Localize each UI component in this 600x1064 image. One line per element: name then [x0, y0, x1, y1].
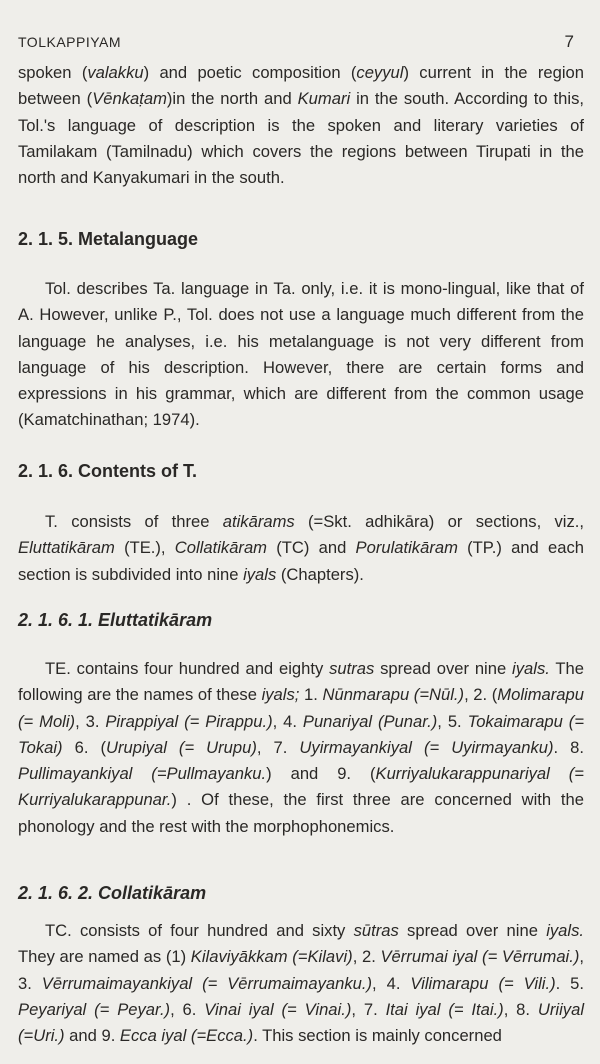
italic-term: Uyirmayankiyal (= Uyirmayanku) [299, 737, 554, 757]
paragraph-contents [18, 509, 584, 588]
text-run: T. consists of three [45, 512, 223, 531]
text-run: , 3. [75, 711, 106, 731]
text-run: 1. [299, 685, 323, 705]
italic-term: atikārams [222, 512, 295, 531]
running-title: TOLKAPPIYAM [18, 34, 122, 50]
text-run: (TC) and [267, 538, 356, 558]
italic-term: Itai iyal (= Itai.) [385, 999, 504, 1019]
text-run: spread over nine [374, 659, 513, 678]
text-run: , 3. [18, 947, 585, 993]
italic-term: Molimarapu (= Moli) [18, 685, 584, 731]
paragraph-eluttatikaram [18, 656, 584, 840]
text-run: )in the north and [166, 89, 298, 109]
italic-term: iyals [243, 564, 277, 584]
text-run: ) and 9. ( [266, 764, 376, 784]
text-run: TC. consists of four hundred and sixty [45, 921, 354, 940]
text-run: , 8. [503, 999, 538, 1019]
italic-term: Eluttatikāram [18, 538, 115, 558]
text-run: , 7. [256, 737, 300, 757]
text-run: ) . Of these, the first three are concerned with the phonology and the rest with the morphophonemics. [18, 790, 584, 836]
text-run: , 2. [352, 947, 381, 967]
text-run: , 7. [351, 999, 386, 1019]
text-run: (=Skt. adhikāra) or sections, viz., [294, 512, 584, 531]
italic-term: sutras [329, 659, 375, 678]
italic-term: Pirappiyal (= Pirappu.) [105, 711, 273, 731]
text-run: ) current in the region between ( [18, 63, 584, 109]
text-run: They are named as (1) [18, 947, 191, 967]
italic-term: Ecca iyal (=Ecca.) [119, 1026, 254, 1046]
text-run: (Chapters). [276, 564, 364, 584]
text-run: , 2. ( [464, 685, 498, 705]
text-run: , 4. [272, 711, 303, 731]
italic-term: Collatikāram [174, 538, 267, 558]
italic-term: Nūnmarapu (=Nūl.) [322, 685, 465, 705]
italic-term: Punariyal (Punar.) [302, 711, 438, 731]
text-run: and 9. [64, 1026, 120, 1046]
text-run: ) and poetic composition ( [143, 63, 357, 82]
italic-term: Urupiyal (= Urupu) [106, 737, 257, 757]
text-run: , 5. [437, 711, 468, 731]
text-run: , 4. [372, 973, 411, 993]
italic-term: sūtras [353, 921, 399, 940]
italic-term: Peyariyal (= Peyar.) [18, 999, 171, 1019]
section-heading-collatikaram: 2. 1. 6. 2. Collatikāram [18, 883, 207, 903]
text-run: . This section is mainly concerned [253, 1026, 502, 1046]
italic-term: Vērrumaimayankiyal (= Vērrumaimayanku.) [41, 973, 373, 993]
italic-term: Kurriyalukarappunariyal (= Kurriyalukarappunar. [18, 764, 584, 810]
text-run: . 5. [555, 973, 584, 993]
italic-term: Vēnkaṭam [92, 89, 167, 109]
section-heading-metalanguage: 2. 1. 5. Metalanguage [18, 229, 199, 249]
text-run: (TP.) and each section is subdivided into nine [18, 538, 584, 584]
italic-term: valakku [87, 63, 144, 82]
section-heading-contents: 2. 1. 6. Contents of T. [18, 461, 198, 481]
text-run: . 8. [553, 737, 585, 757]
paragraph-collatikaram [18, 918, 584, 1049]
paragraph-metalanguage [18, 276, 584, 434]
italic-term: Vērrumai iyal (= Vērrumai.) [380, 947, 580, 967]
italic-term: Porulatikāram [355, 538, 458, 558]
text-run: in the south. According to this, Tol.'s language of description is the spoken and literary varieties of Tamilakam (Tamilnadu) which covers the regions between Tirupati in the north and Kanyakumari in the south. [18, 89, 584, 188]
page-number: 7 [564, 32, 574, 51]
text-run: spread over nine [398, 921, 547, 940]
running-head [18, 34, 574, 54]
text-run: spoken ( [18, 63, 88, 82]
text-run: TE. contains four hundred and eighty [45, 659, 330, 678]
italic-term: iyals; [261, 685, 300, 705]
section-heading-eluttatikaram: 2. 1. 6. 1. Eluttatikāram [18, 610, 213, 630]
text-run: (TE.), [114, 538, 175, 558]
italic-term: Kilaviyākkam (=Kilavi) [190, 947, 353, 967]
text-run: , 6. [170, 999, 205, 1019]
paragraph-intro-continuation [18, 60, 584, 191]
text-run: The following are the names of these [18, 659, 584, 705]
text-run: 6. ( [62, 737, 107, 757]
italic-term: Vilimarapu (= Vili.) [410, 973, 556, 993]
italic-term: Pullimayankiyal (=Pullmayanku. [18, 764, 267, 784]
italic-term: Vinai iyal (= Vinai.) [204, 999, 352, 1019]
italic-term: iyals. [512, 659, 550, 678]
italic-term: ceyyul [356, 63, 404, 82]
italic-term: iyals. [546, 921, 584, 940]
text-run: Tol. describes Ta. language in Ta. only, i.e. it is mono-lingual, like that of A. However, unlike P., Tol. does not use a language much different from the language he analyses, i.e. his metalanguage is not very different from language of his description. However, there are certain forms and expressions in his grammar, which are different from the common usage (Kamatchinathan; 1974). [18, 279, 584, 430]
italic-term: Uriiyal (=Uri.) [18, 999, 585, 1046]
italic-term: Tokaimarapu (= Tokai) [18, 711, 585, 757]
italic-term: Kumari [297, 89, 351, 109]
